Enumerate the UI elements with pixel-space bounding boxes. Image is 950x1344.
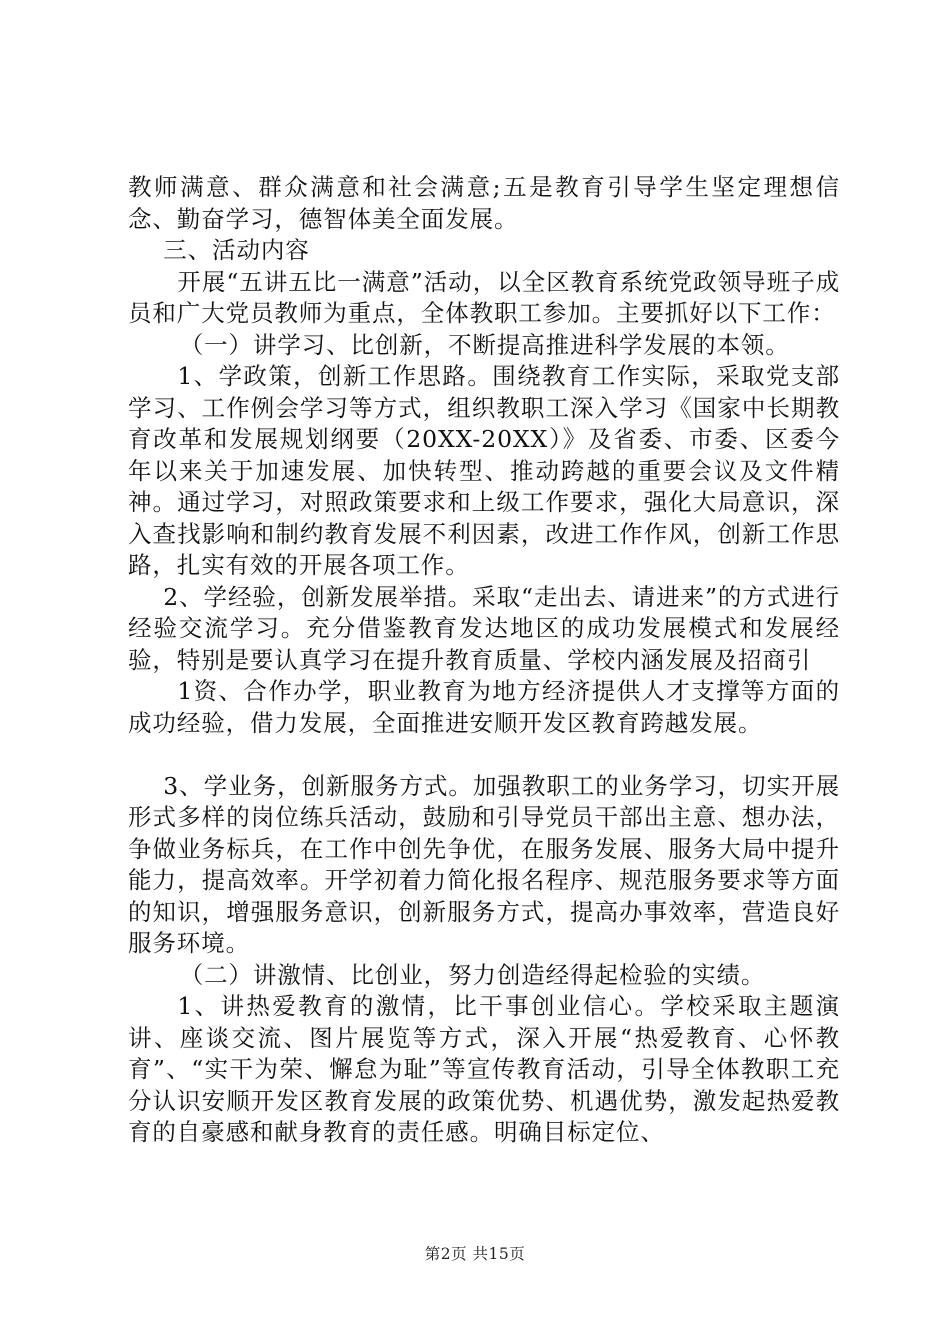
paragraph-investment-continuation: 1资、合作办学，职业教育为地方经济提供人才支撑等方面的成功经验，借力发展，全面推进安顺开发区教育跨越发展。 [128,677,840,737]
paragraph-study-experience: 2、学经验，创新发展举措。采取“走出去、请进来”的方式进行经验交流学习。充分借鉴教育发达地区的成功发展模式和发展经验，特别是要认真学习在提升教育质量、学校内涵发展及招商引 [128,582,840,674]
page-footer: 第2页 共15页 [424,1245,526,1263]
section-heading-activity-content: 三、活动内容 [163,236,310,264]
paragraph-study-policy: 1、学政策，创新工作思路。围绕教育工作实际，采取党支部学习、工作例会学习等方式，组织教职工深入学习《国家中长期教育改革和发展规划纲要（20XX-20XX）》及省委、市委、区委今年以来关于加速发展、加快转型、推动跨越的重要会议及文件精神。通过学习，对照政策要求和上级工作要求，强化大局意识，深入查找影响和制约教育发展不利因素，改进工作作风，创新工作思路，扎实有效的开展各项工作。 [128,362,840,579]
document-body [128,172,840,1149]
subheading-passion-entrepreneurship: （二）讲激情、比创业，努力创造经得起检验的实绩。 [179,960,766,989]
paragraph-continuation: 教师满意、群众满意和社会满意;五是教育引导学生坚定理想信念、勤奋学习，德智体美全面发展。 [128,173,840,233]
paragraph-gap [128,739,840,771]
paragraph-intro: 开展“五讲五比一满意”活动，以全区教育系统党政领导班子成员和广大党员教师为重点，全体教职工参加。主要抓好以下工作： [128,267,840,327]
subheading-study-innovation: （一）讲学习、比创新，不断提高推进科学发展的本领。 [179,330,790,359]
paragraph-passion-education: 1、讲热爱教育的激情，比干事创业信心。学校采取主题演讲、座谈交流、图片展览等方式，深入开展“热爱教育、心怀教育”、“实干为荣、懈怠为耻”等宣传教育活动，引导全体教职工充分认识安顺开发区教育发展的政策优势、机遇优势，激发起热爱教育的自豪感和献身教育的责任感。明确目标定位、 [128,992,840,1146]
paragraph-study-business: 3、学业务，创新服务方式。加强教职工的业务学习，切实开展形式多样的岗位练兵活动，鼓励和引导党员干部出主意、想办法，争做业务标兵，在工作中创先争优，在服务发展、服务大局中提升能力，提高效率。开学初着力简化报名程序、规范服务要求等方面的知识，增强服务意识，创新服务方式，提高办事效率，营造良好服务环境。 [128,771,840,957]
